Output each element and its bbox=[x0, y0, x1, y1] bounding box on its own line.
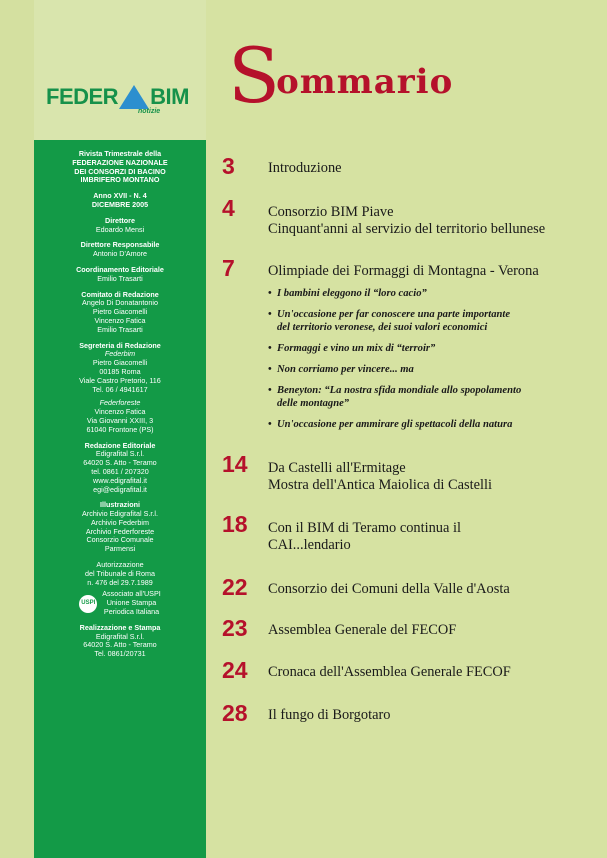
credit-illustrazioni: Illustrazioni Archivio Edigrafital S.r.l. Archivio Federbim Archivio Federforeste Consorzio Comunale Parmensi bbox=[82, 500, 158, 554]
toc-page-number: 28 bbox=[222, 700, 248, 726]
toc-page-number: 3 bbox=[222, 153, 235, 179]
credits-intro: Rivista Trimestrale della FEDERAZIONE NAZIONALE DEI CONSORZI DI BACINO IMBRIFERO MONTANO bbox=[72, 149, 168, 185]
toc-title: Cronaca dell'Assemblea Generale FECOF bbox=[268, 664, 511, 680]
toc-title: Introduzione bbox=[268, 160, 342, 176]
page-title bbox=[228, 31, 457, 120]
toc-subentry[interactable]: • Formaggi e vino un mix di “terroir” bbox=[268, 342, 521, 355]
toc-subentry[interactable]: • I bambini eleggono il “loro cacio” bbox=[268, 287, 521, 300]
toc-title: Olimpiade dei Formaggi di Montagna - Verona bbox=[268, 263, 539, 279]
credit-comitato: Comitato di Redazione Angelo Di Donatantonio Pietro Giacomelli Vincenzo Fatica Emilio Trasarti bbox=[81, 289, 159, 334]
federbim-logo bbox=[46, 84, 189, 110]
toc-page-number: 7 bbox=[222, 255, 235, 281]
credits bbox=[34, 150, 206, 666]
toc-page-number: 4 bbox=[222, 195, 235, 221]
title-initial: S bbox=[228, 31, 281, 120]
credit-realizzazione: Realizzazione e Stampa Edigrafital S.r.l. 64020 S. Atto - Teramo Tel. 0861/20731 bbox=[79, 622, 161, 659]
logo-text-left: FEDER bbox=[46, 84, 119, 109]
logo-tagline: notizie bbox=[138, 108, 161, 115]
credit-direttore-responsabile: Direttore Responsabile Antonio D'Amore bbox=[80, 240, 160, 259]
toc-subentry[interactable]: • Non corriamo per vincere... ma bbox=[268, 363, 521, 376]
issue-info: Anno XVII - N. 4 DICEMBRE 2005 bbox=[91, 191, 149, 209]
triangle-icon bbox=[119, 85, 149, 109]
toc-page-number: 22 bbox=[222, 574, 248, 600]
uspi-association: USPI Associato all'USPI Unione Stampa Periodica Italiana bbox=[81, 589, 161, 617]
credit-redazione: Redazione Editoriale Edigrafital S.r.l. 64020 S. Atto - Teramo tel. 0861 / 207320 www.edigrafital.it egi@edigrafital.it bbox=[83, 440, 157, 494]
toc-page-number: 24 bbox=[222, 657, 248, 683]
logo-text-right: BIM bbox=[150, 84, 189, 109]
toc-title: Con il BIM di Teramo continua il CAI...lendario bbox=[268, 520, 461, 553]
toc-title: Assemblea Generale del FECOF bbox=[268, 622, 457, 638]
toc-subentry[interactable]: • Un'occasione per far conoscere una parte importante del territorio veronese, dei suoi valori economici bbox=[268, 308, 521, 334]
uspi-logo: USPI bbox=[79, 595, 97, 613]
toc-page-number: 14 bbox=[222, 451, 248, 477]
toc-title: Consorzio BIM Piave Cinquant'anni al servizio del territorio bellunese bbox=[268, 204, 546, 237]
toc-title: Da Castelli all'Ermitage Mostra dell'Antica Maiolica di Castelli bbox=[268, 460, 492, 493]
toc-subentry[interactable]: • Beneyton: “La nostra sfida mondiale allo spopolamento delle montagne” bbox=[268, 384, 521, 410]
credit-coordinamento: Coordinamento Editoriale Emilio Trasarti bbox=[76, 264, 164, 283]
toc-page-number: 18 bbox=[222, 511, 248, 537]
toc-page-number: 23 bbox=[222, 615, 248, 641]
toc-subentries bbox=[268, 287, 521, 439]
toc-subentry[interactable]: • Un'occasione per ammirare gli spettacoli della natura bbox=[268, 418, 521, 431]
toc-title: Il fungo di Borgotaro bbox=[268, 707, 391, 723]
credit-direttore: Direttore Edoardo Mensi bbox=[95, 215, 145, 234]
logo-area bbox=[34, 0, 206, 140]
credit-autorizzazione: Autorizzazione del Tribunale di Roma n. 476 del 29.7.1989 bbox=[85, 560, 155, 587]
credit-segreteria: Segreteria di Redazione Federbim Pietro Giacomelli 00185 Roma Viale Castro Pretorio, 116 Tel. 06 / 4941617 Federforeste Vincenzo Fatica Via Giovanni XXIII, 3 61040 Frontone (PS) bbox=[79, 340, 161, 434]
toc-title: Consorzio dei Comuni della Valle d'Aosta bbox=[268, 581, 510, 597]
left-margin bbox=[0, 0, 34, 858]
title-rest: ommario bbox=[276, 62, 454, 102]
